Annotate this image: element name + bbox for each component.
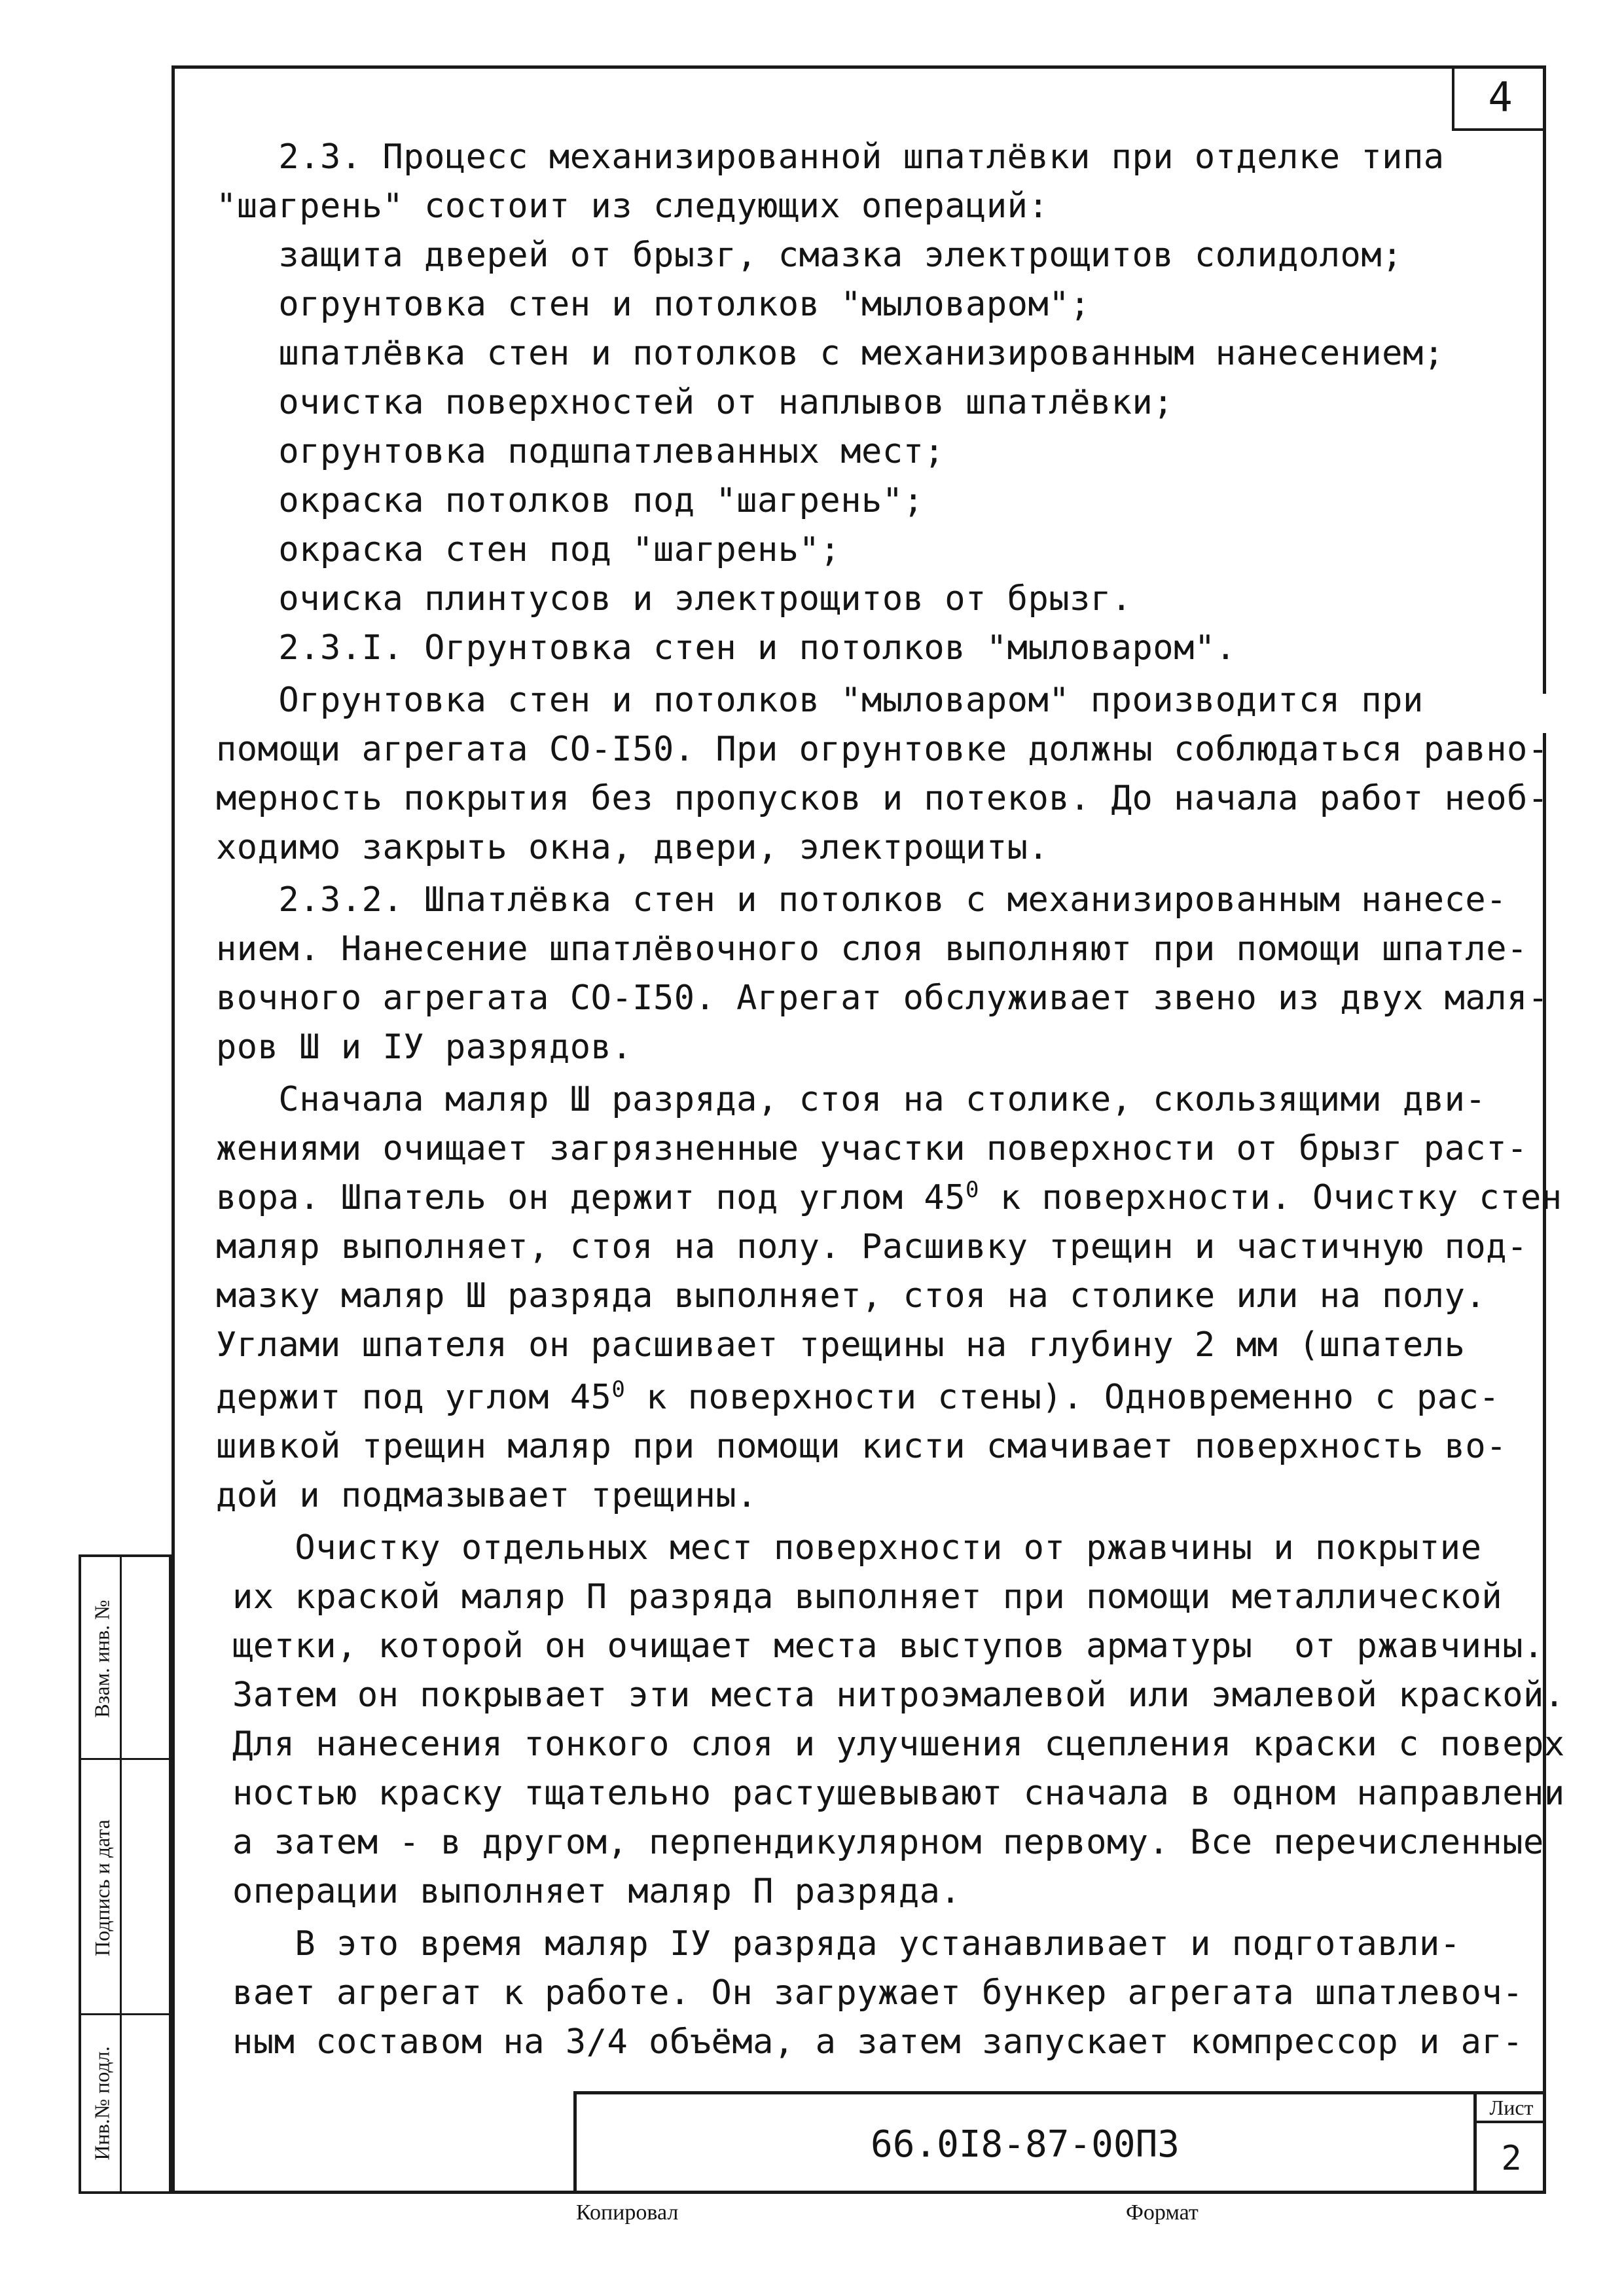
text-line-content: огрунтовка стен и потолков "мыловаром";: [216, 285, 1091, 324]
text-line-content: ностью краску тщательно растушевывают сначала в одном направлени: [232, 1774, 1565, 1813]
text-line: [216, 1325, 1465, 1365]
text-line-content: вочного агрегата СО-I50. Агрегат обслуживает звено из двух маля-: [216, 978, 1549, 1018]
text-line-content: очистка поверхностей от наплывов шпатлёвки;: [216, 383, 1174, 422]
stamp-zam-label: [85, 1557, 119, 1760]
text-line-content: Для нанесения тонкого слоя и улучшения сцепления краски с поверх: [232, 1725, 1565, 1764]
text-line: [232, 1823, 1544, 1862]
text-line: [216, 530, 840, 569]
text-line: [232, 2022, 1523, 2062]
text-line: [216, 1129, 1528, 1168]
text-line-content: мерность покрытия без пропусков и потеков. До начала работ необ-: [216, 779, 1549, 818]
text-line: [216, 1378, 1500, 1417]
text-line-content: вора. Шпатель он держит под углом 45: [216, 1178, 966, 1217]
text-line: [216, 432, 945, 471]
text-line: [232, 1528, 1481, 1568]
text-line-content: шивкой трещин маляр при помощи кисти смачивает поверхность во-: [216, 1427, 1507, 1466]
text-line: [216, 628, 1236, 668]
text-line-content: щетки, которой он очищает места выступов арматуры от ржавчины.: [232, 1626, 1544, 1666]
stamp-podpis-text: Подпись и дата: [90, 1819, 114, 1956]
text-line: [216, 236, 1403, 275]
text-line: [216, 137, 1445, 177]
stamp-zam-text: Взам. инв. №: [90, 1599, 114, 1718]
text-line: [216, 481, 924, 520]
degree-superscript: 0: [611, 1376, 626, 1403]
text-line-content: вает агрегат к работе. Он загружает бункер агрегата шпатлевоч-: [232, 1973, 1524, 2013]
text-line-content: 2.3.2. Шпатлёвка стен и потолков с механизированным нанесе-: [216, 880, 1507, 920]
text-line-content: "шагрень" состоит из следующих операций:: [216, 187, 1049, 226]
text-line: [216, 929, 1528, 969]
document-code: 66.0I8-87-00ПЗ: [870, 2123, 1180, 2166]
frame-gap: [1543, 694, 1549, 733]
text-line: [216, 579, 1132, 619]
footer-copied: Копировал: [576, 2200, 679, 2225]
text-line: [232, 1676, 1565, 1715]
text-line-content: Затем он покрывает эти места нитроэмалевой или эмалевой краской.: [232, 1676, 1565, 1715]
text-line: [216, 828, 1049, 867]
text-line: [232, 1774, 1565, 1813]
text-line-content: а затем - в другом, перпендикулярном первому. Все перечисленные: [232, 1823, 1544, 1862]
left-stamp-strip: [79, 1554, 171, 2194]
text-line-content: огрунтовка подшпатлеванных мест;: [216, 432, 945, 471]
text-line: [216, 1080, 1486, 1119]
stamp-inv-text: Инв.№ подл.: [90, 2046, 114, 2161]
text-line: [216, 978, 1549, 1018]
text-line-content: Сначала маляр Ш разряда, стоя на столике, скользящими дви-: [216, 1080, 1487, 1119]
text-line: [216, 1227, 1528, 1266]
sheet-cell: [1473, 2094, 1546, 2194]
text-line-content: окраска стен под "шагрень";: [216, 530, 841, 569]
text-line-content: нием. Нанесение шпатлёвочного слоя выполняют при помощи шпатле-: [216, 929, 1528, 969]
text-line: [216, 1178, 1562, 1217]
text-line-content: помощи агрегата СО-I50. При огрунтовке должны соблюдаться равно-: [216, 730, 1549, 769]
text-line: [232, 1973, 1523, 2013]
text-line-content: 2.3. Процесс механизированной шпатлёвки при отделке типа: [216, 137, 1445, 177]
text-line-content: их краской маляр П разряда выполняет при помощи металлической: [232, 1577, 1503, 1617]
text-line: [216, 730, 1549, 769]
text-line: [216, 383, 1174, 422]
text-line: [216, 779, 1549, 818]
text-line-content: Очистку отдельных мест поверхности от ржавчины и покрытие: [232, 1528, 1482, 1568]
text-line-content: Углами шпателя он расшивает трещины на глубину 2 мм (шпатель: [216, 1325, 1466, 1365]
text-line-content: Огрунтовка стен и потолков "мыловаром" производится при: [216, 681, 1424, 720]
text-line: [216, 1028, 632, 1067]
text-line: [216, 334, 1445, 373]
text-line-content: шпатлёвка стен и потолков с механизированным нанесением;: [216, 334, 1445, 373]
text-line: [232, 1626, 1544, 1666]
text-line-content: операции выполняет маляр П разряда.: [232, 1872, 962, 1911]
text-line: [216, 1427, 1507, 1466]
sheet-label: Лист: [1477, 2094, 1546, 2123]
text-line-content: держит под углом 45: [216, 1378, 612, 1417]
text-line-content: маляр выполняет, стоя на полу. Расшивку трещин и частичную под-: [216, 1227, 1528, 1266]
text-line: [232, 1924, 1461, 1964]
text-line: [232, 1577, 1502, 1617]
stamp-inv-label: [85, 2015, 119, 2191]
text-line: [216, 880, 1507, 920]
top-page-number: 4: [1452, 65, 1546, 131]
text-line-content: 2.3.I. Огрунтовка стен и потолков "мыловаром".: [216, 628, 1236, 668]
title-block: [573, 2091, 1546, 2194]
text-line-content: ров Ш и IУ разрядов.: [216, 1028, 633, 1067]
text-line: [216, 681, 1424, 720]
text-line-content: очиска плинтусов и электрощитов от брызг.: [216, 579, 1132, 619]
text-line-tail: к поверхности. Очистку стен: [979, 1178, 1562, 1217]
degree-superscript: 0: [965, 1177, 980, 1203]
text-line-tail: к поверхности стены). Одновременно с рас-: [625, 1378, 1500, 1417]
text-line: [216, 1276, 1486, 1316]
text-line: [232, 1872, 961, 1911]
text-line-content: дой и подмазывает трещины.: [216, 1476, 757, 1515]
sheet-number: 2: [1501, 2139, 1522, 2178]
footer-format: Формат: [1126, 2200, 1199, 2225]
text-line: [216, 285, 1091, 324]
text-line: [232, 1725, 1565, 1764]
text-line-content: окраска потолков под "шагрень";: [216, 481, 924, 520]
text-line-content: защита дверей от брызг, смазка электрощитов солидолом;: [216, 236, 1403, 275]
stamp-podpis-label: [85, 1760, 119, 2015]
text-line: [216, 187, 1049, 226]
text-line-content: В это время маляр IУ разряда устанавливает и подготавли-: [232, 1924, 1461, 1964]
text-line-content: жениями очищает загрязненные участки поверхности от брызг раст-: [216, 1129, 1528, 1168]
text-line: [216, 1476, 757, 1515]
text-line-content: мазку маляр Ш разряда выполняет, стоя на столике или на полу.: [216, 1276, 1487, 1316]
text-line-content: ным составом на 3/4 объёма, а затем запускает компрессор и аг-: [232, 2022, 1524, 2062]
text-line-content: ходимо закрыть окна, двери, электрощиты.: [216, 828, 1049, 867]
